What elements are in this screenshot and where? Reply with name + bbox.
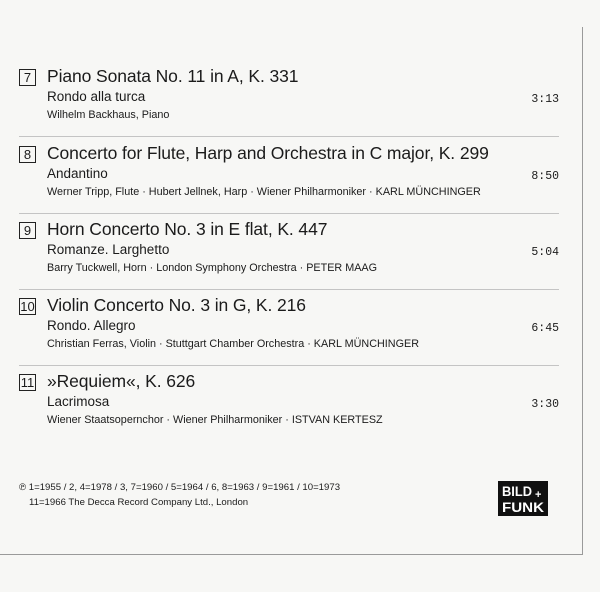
- track-title: »Requiem«, K. 626: [47, 371, 196, 391]
- track-duration: 3:13: [531, 93, 559, 106]
- bild-funk-logo: [498, 481, 548, 516]
- track-divider: [19, 365, 559, 366]
- track-performers: Wilhelm Backhaus, Piano: [47, 109, 170, 121]
- copyright-footnote: [19, 480, 340, 510]
- track-number-box: 9: [19, 222, 36, 239]
- track-divider: [19, 289, 559, 290]
- track-number-box: 8: [19, 146, 36, 163]
- track-duration: 5:04: [531, 246, 559, 259]
- track-number-box: 7: [19, 69, 36, 86]
- footnote-line-1: 1=1955 / 2, 4=1978 / 3, 7=1960 / 5=1964 / 6, 8=1963 / 9=1961 / 10=1973: [28, 482, 341, 493]
- track-performers: Wiener Staatsopernchor · Wiener Philharmoniker · ISTVAN KERTESZ: [47, 414, 383, 426]
- logo-text-funk: FUNK: [502, 499, 544, 515]
- track-performers: Christian Ferras, Violin · Stuttgart Chamber Orchestra · KARL MÜNCHINGER: [47, 338, 419, 350]
- track-number-box: 11: [20, 375, 35, 390]
- track-movement: Rondo alla turca: [47, 89, 146, 104]
- track-number-box: 10: [20, 299, 35, 314]
- track-title: Violin Concerto No. 3 in G, K. 216: [47, 295, 306, 315]
- track-divider: [19, 213, 559, 214]
- track-movement: Andantino: [47, 166, 108, 181]
- track-title: Horn Concerto No. 3 in E flat, K. 447: [47, 219, 328, 239]
- track-divider: [19, 136, 559, 137]
- track-duration: 8:50: [531, 170, 559, 183]
- logo-text-bild: BILD: [502, 483, 532, 499]
- track-movement: Lacrimosa: [47, 394, 110, 409]
- track-movement: Rondo. Allegro: [47, 318, 136, 333]
- booklet-page-frame: [0, 27, 583, 555]
- track-movement: Romanze. Larghetto: [47, 242, 170, 257]
- logo-plus: +: [535, 489, 542, 501]
- track-performers: Barry Tuckwell, Horn · London Symphony Orchestra · PETER MAAG: [47, 262, 378, 274]
- track-performers: Werner Tripp, Flute · Hubert Jellnek, Harp · Wiener Philharmoniker · KARL MÜNCHINGER: [47, 186, 481, 198]
- track-title: Concerto for Flute, Harp and Orchestra in C major, K. 299: [47, 143, 489, 163]
- footnote-line-2: 11=1966 The Decca Record Company Ltd., London: [29, 497, 249, 508]
- track-title: Piano Sonata No. 11 in A, K. 331: [47, 66, 299, 86]
- track-duration: 6:45: [531, 322, 559, 335]
- track-duration: 3:30: [531, 398, 559, 411]
- phonogram-symbol-icon: ℗: [19, 482, 27, 493]
